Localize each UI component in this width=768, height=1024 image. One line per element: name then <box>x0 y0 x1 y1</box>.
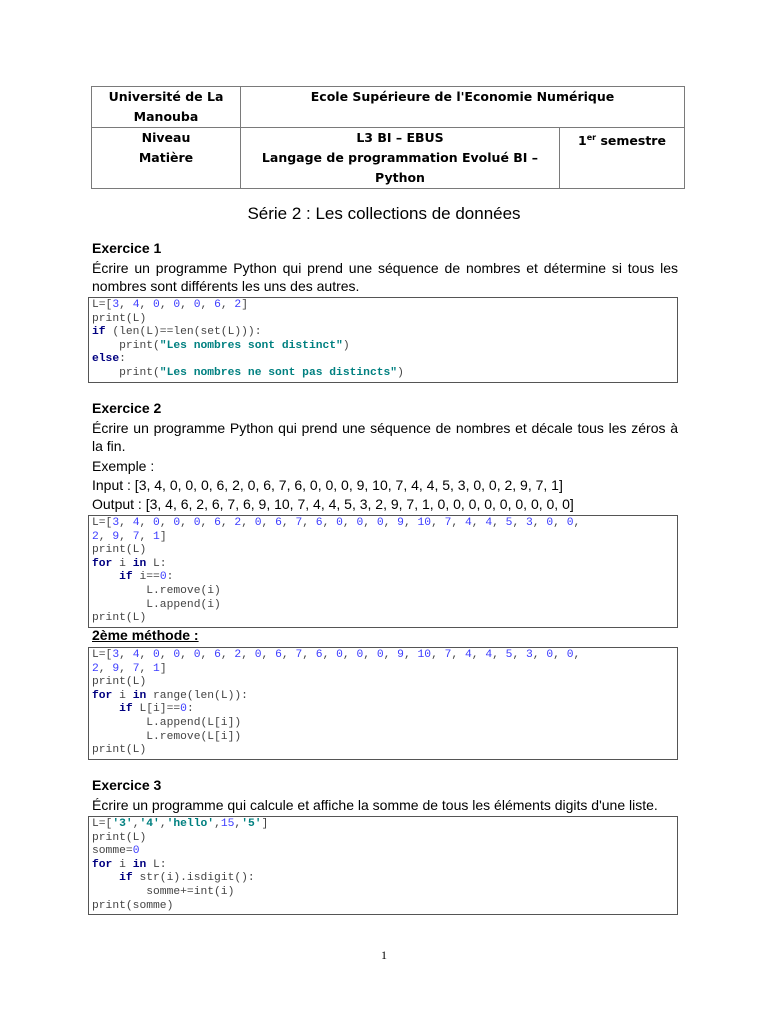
code-line: if i==0: <box>119 571 174 584</box>
code-line: if str(i).isdigit(): <box>119 872 255 885</box>
exercise-1-code <box>88 297 678 383</box>
subject-value: Langage de programmation Evolué BI – Python <box>261 150 539 185</box>
exercise-3-heading: Exercice 3 <box>92 777 162 793</box>
semester-num: 1 <box>578 133 587 149</box>
code-line: else: <box>92 353 126 366</box>
page-number: 1 <box>381 948 387 962</box>
code-line: L.append(i) <box>92 598 221 611</box>
code-line: print(L) <box>92 831 147 844</box>
header-table <box>91 86 685 189</box>
document-title: Série 2 : Les collections de données <box>247 204 521 223</box>
code-line: somme+=int(i) <box>92 885 235 898</box>
exercise-1-heading: Exercice 1 <box>92 240 162 256</box>
exercise-1-text: Écrire un programme Python qui prend une séquence de nombres et détermine si tous les nombres sont différents les uns des autres. <box>92 260 678 294</box>
semester-cell <box>560 128 685 189</box>
code-line: print("Les nombres ne sont pas distincts") <box>92 366 404 379</box>
code-line: L.append(L[i]) <box>92 716 242 729</box>
code-line: L=[3, 4, 0, 0, 0, 6, 2, 0, 6, 7, 6, 0, 0, 0, 9, 10, 7, 4, 4, 5, 3, 0, 0, <box>92 517 581 529</box>
code-line: L=['3','4','hello',15,'5'] <box>92 818 269 830</box>
university-name: Université de La Manouba <box>108 89 224 124</box>
school-name: Ecole Supérieure de l'Economie Numérique <box>310 89 615 104</box>
code-line: 2, 9, 7, 1] <box>92 530 167 543</box>
code-line: print(L) <box>92 676 147 689</box>
code-line: for i in L: <box>92 858 167 871</box>
code-line: for i in range(len(L)): <box>92 689 248 702</box>
exercise-2-example-label: Exemple : <box>92 458 155 474</box>
exercise-2-method-2-code <box>88 647 678 760</box>
subject-label: Matière <box>138 150 194 165</box>
exercise-2-output: Output : [3, 4, 6, 2, 6, 7, 6, 9, 10, 7, 4, 4, 5, 3, 2, 9, 7, 1, 0, 0, 0, 0, 0, 0, 0, 0, 0] <box>92 496 574 512</box>
code-line: print(L) <box>92 544 147 557</box>
code-line: L=[3, 4, 0, 0, 0, 6, 2] <box>92 299 248 311</box>
code-line: print(L) <box>92 744 147 757</box>
code-line: 2, 9, 7, 1] <box>92 662 167 675</box>
level-value: L3 BI – EBUS <box>356 130 444 145</box>
code-line: for i in L: <box>92 557 167 570</box>
code-line: if L[i]==0: <box>119 703 194 716</box>
exercise-2-input: Input : [3, 4, 0, 0, 0, 6, 2, 0, 6, 7, 6, 0, 0, 0, 9, 10, 7, 4, 4, 5, 3, 0, 0, 2, 9, 7, 1] <box>92 477 563 493</box>
code-line: L.remove(i) <box>92 584 221 597</box>
exercise-2-heading: Exercice 2 <box>92 400 162 416</box>
exercise-2-code <box>88 515 678 628</box>
code-line: print("Les nombres sont distinct") <box>92 339 350 352</box>
exercise-2-text: Écrire un programme Python qui prend une séquence de nombres et décale tous les zéros à la fin. <box>92 420 678 454</box>
method-2-label: 2ème méthode : <box>92 627 199 643</box>
code-line: if (len(L)==len(set(L))): <box>92 326 262 339</box>
code-line: L=[3, 4, 0, 0, 0, 6, 2, 0, 6, 7, 6, 0, 0, 0, 9, 10, 7, 4, 4, 5, 3, 0, 0, <box>92 649 581 661</box>
school-cell <box>241 87 685 128</box>
level-label: Niveau <box>141 130 191 145</box>
code-line: print(L) <box>92 612 147 625</box>
university-cell <box>92 87 241 128</box>
labels-cell <box>92 128 241 189</box>
code-line: L.remove(L[i]) <box>92 730 242 743</box>
code-line: somme=0 <box>92 845 140 858</box>
code-line: print(somme) <box>92 899 174 912</box>
course-cell <box>241 128 560 189</box>
exercise-3-text: Écrire un programme qui calcule et affiche la somme de tous les éléments digits d'une liste. <box>92 797 658 813</box>
code-line: print(L) <box>92 312 147 325</box>
semester-word: semestre <box>596 133 666 149</box>
semester-sup: er <box>586 133 597 142</box>
exercise-3-code <box>88 816 678 915</box>
